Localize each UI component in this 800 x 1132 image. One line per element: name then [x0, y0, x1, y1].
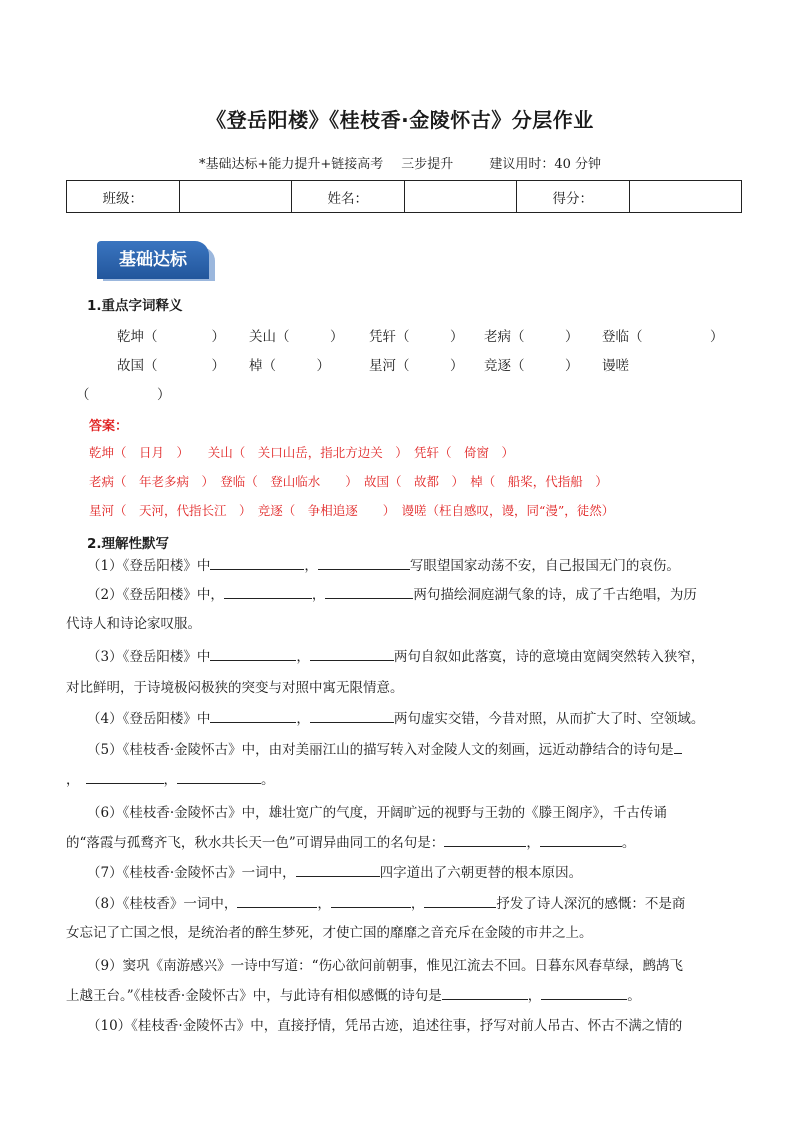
question-2-heading: 2.理解性默写	[87, 536, 170, 552]
fill-item-3: （3）《登岳阳楼》中 ， 两句自叙如此落寞，诗的意境由宽阔突然转入狭窄，	[87, 643, 743, 671]
answer-line: 老病（ 年老多病 ） 登临（ 登山临水 ） 故国（ 故都 ） 棹（ 船桨，代指船 ）	[89, 474, 608, 489]
score-field[interactable]	[629, 181, 742, 213]
fill-item-6-cont: 的“落霞与孤鹜齐飞，秋水共长天一色”可谓异曲同工的名句是： ， 。	[66, 829, 743, 857]
fill-item-2-cont: 代诗人和诗论家叹服。	[66, 616, 201, 632]
answer-blank[interactable]	[210, 555, 304, 570]
answer-blank[interactable]	[310, 708, 394, 723]
page-title: 《登岳阳楼》《桂枝香·金陵怀古》分层作业	[206, 108, 594, 132]
vocab-item: 凭轩（ ）	[369, 329, 464, 345]
section-banner-basic	[97, 241, 215, 281]
vocab-row-1	[0, 325, 800, 345]
fill-item-1: （1）《登岳阳楼》中 ， 写眼望国家动荡不安，自己报国无门的哀伤。	[87, 552, 743, 580]
answer-blank[interactable]	[224, 584, 312, 599]
answer-blank[interactable]	[296, 862, 380, 877]
answer-line: 乾坤（ 日月 ） 关山（ 关口山岳，指北方边关 ） 凭轩（ 倚窗 ）	[89, 445, 515, 460]
score-label: 得分：	[517, 181, 630, 213]
answer-blank[interactable]	[674, 739, 682, 754]
fill-item-4: （4）《登岳阳楼》中 ， 两句虚实交错，今昔对照，从而扩大了时、空领域。	[87, 705, 743, 733]
answer-label: 答案：	[89, 419, 129, 434]
answer-blank[interactable]	[318, 555, 410, 570]
fill-item-9: （9）窦巩《南游感兴》一诗中写道：“伤心欲问前朝事，惟见江流去不回。日暮东风春草绿，鹧鸪飞	[87, 958, 683, 974]
answer-blank[interactable]	[86, 769, 164, 784]
class-field[interactable]	[179, 181, 292, 213]
vocab-item: 竞逐（ ）	[484, 358, 579, 374]
fill-item-9-cont: 上越王台。”《桂枝香·金陵怀古》中，与此诗有相似感慨的诗句是 ， 。	[66, 982, 743, 1010]
name-label: 姓名：	[292, 181, 405, 213]
banner-label: 基础达标	[119, 250, 187, 270]
vocab-row-3: （ ）	[76, 387, 171, 403]
vocab-item: 老病（ ）	[484, 329, 579, 345]
subtitle-left: *基础达标+能力提升+链接高考	[199, 157, 384, 172]
answer-blank[interactable]	[442, 985, 528, 1000]
answer-blank[interactable]	[331, 893, 411, 908]
answer-blank[interactable]	[237, 893, 317, 908]
student-info-table	[66, 180, 742, 213]
subtitle	[0, 153, 800, 172]
fill-item-8: （8）《桂枝香》一词中， ， ， 抒发了诗人深沉的感慨：不是商	[87, 890, 743, 918]
fill-item-3-cont: 对比鲜明，于诗境极闷极狭的突变与对照中寓无限情意。	[66, 680, 404, 696]
vocab-item: 故国（ ）	[117, 358, 225, 374]
question-1-heading: 1.重点字词释义	[87, 298, 183, 314]
vocab-item: 棹（ ）	[249, 358, 330, 374]
vocab-row-2	[0, 354, 800, 374]
vocab-item: 关山（ ）	[249, 329, 344, 345]
fill-item-6: （6）《桂枝香·金陵怀古》中，雄壮宽广的气度，开阔旷远的视野与王勃的《滕王阁序》，千古传诵	[87, 805, 667, 821]
subtitle-right: 建议用时：40 分钟	[489, 157, 601, 172]
subtitle-mid: 三步提升	[401, 157, 454, 172]
answer-blank[interactable]	[541, 985, 627, 1000]
vocab-item: 登临（ ）	[602, 329, 724, 345]
answer-blank[interactable]	[310, 646, 394, 661]
class-label: 班级：	[67, 181, 180, 213]
answer-blank[interactable]	[177, 769, 261, 784]
fill-item-8-cont: 女忘记了亡国之恨，是统治者的醉生梦死，才使亡国的靡靡之音充斥在金陵的市井之上。	[66, 925, 593, 941]
answer-blank[interactable]	[444, 832, 526, 847]
vocab-item: 乾坤（ ）	[117, 329, 225, 345]
fill-item-5-cont: ， ， 。	[66, 766, 743, 794]
fill-item-10: （10）《桂枝香·金陵怀古》中，直接抒情，凭吊古迹，追述往事，抒写对前人吊古、怀古不满之情的	[87, 1018, 683, 1034]
fill-item-2: （2）《登岳阳楼》中， ， 两句描绘洞庭湖气象的诗，成了千古绝唱，为历	[87, 581, 743, 609]
vocab-item: 星河（ ）	[369, 358, 464, 374]
answer-line: 星河（ 天河，代指长江 ） 竞逐（ 争相追逐 ） 谩嗟（枉自感叹，谩，同“漫”，徒然）	[89, 503, 615, 518]
name-field[interactable]	[404, 181, 517, 213]
fill-item-5: （5）《桂枝香·金陵怀古》中，由对美丽江山的描写转入对金陵人文的刻画，远近动静结合的诗句是	[87, 736, 743, 764]
answer-blank[interactable]	[325, 584, 413, 599]
answer-blank[interactable]	[540, 832, 622, 847]
vocab-item: 谩嗟	[602, 358, 629, 374]
answer-blank[interactable]	[210, 646, 296, 661]
fill-item-7: （7）《桂枝香·金陵怀古》一词中， 四字道出了六朝更替的根本原因。	[87, 859, 743, 887]
answer-blank[interactable]	[424, 893, 496, 908]
answer-blank[interactable]	[210, 708, 296, 723]
